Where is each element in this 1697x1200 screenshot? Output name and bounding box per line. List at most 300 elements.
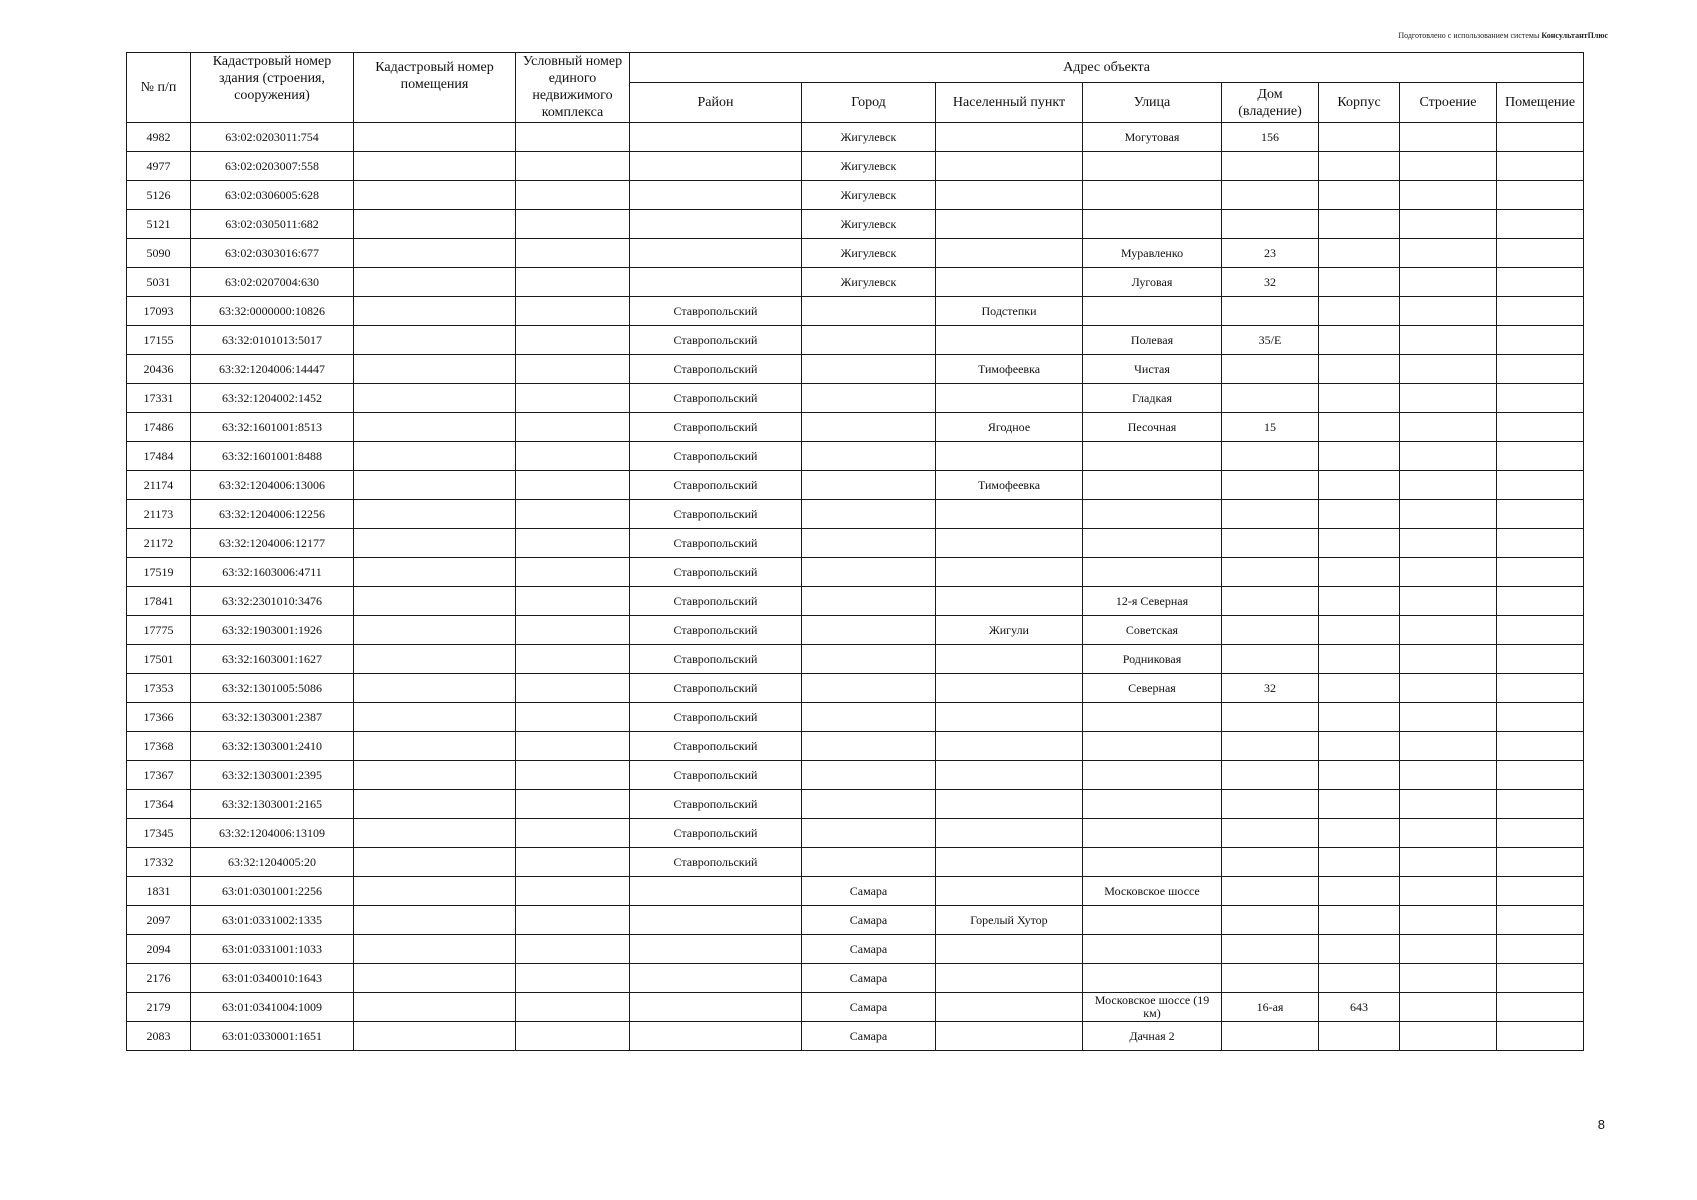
cell-district: Ставропольский — [630, 471, 802, 500]
cell-building — [1319, 935, 1400, 964]
cell-conditional-number — [516, 732, 630, 761]
cell-cadastral-room — [354, 674, 516, 703]
cell-building — [1319, 964, 1400, 993]
cell-premises — [1497, 239, 1584, 268]
cell-house — [1222, 587, 1319, 616]
cell-city — [802, 587, 936, 616]
table-row — [127, 645, 1584, 674]
cell-cadastral-room — [354, 587, 516, 616]
cell-house: 16-ая — [1222, 993, 1319, 1022]
cell-cadastral-room — [354, 297, 516, 326]
cell-house — [1222, 500, 1319, 529]
header-street: Улица — [1083, 83, 1222, 123]
cell-premises — [1497, 616, 1584, 645]
table-row — [127, 297, 1584, 326]
cell-premises — [1497, 413, 1584, 442]
table-row — [127, 471, 1584, 500]
cell-conditional-number — [516, 935, 630, 964]
cell-premises — [1497, 819, 1584, 848]
cell-cadastral-building: 63:32:2301010:3476 — [191, 587, 354, 616]
cell-house — [1222, 152, 1319, 181]
cell-city — [802, 471, 936, 500]
cell-premises — [1497, 123, 1584, 152]
cell-cadastral-building: 63:32:1204006:12177 — [191, 529, 354, 558]
cell-city — [802, 529, 936, 558]
cell-house — [1222, 1022, 1319, 1051]
cell-cadastral-building: 63:32:1204002:1452 — [191, 384, 354, 413]
consultant-brand: КонсультантПлюс — [1541, 31, 1608, 40]
cell-num: 17155 — [127, 326, 191, 355]
cell-premises — [1497, 500, 1584, 529]
cell-building — [1319, 819, 1400, 848]
cell-street — [1083, 471, 1222, 500]
cell-conditional-number — [516, 210, 630, 239]
cell-house — [1222, 964, 1319, 993]
cell-conditional-number — [516, 1022, 630, 1051]
cell-street: Песочная — [1083, 413, 1222, 442]
cell-premises — [1497, 181, 1584, 210]
cell-cadastral-building: 63:01:0331002:1335 — [191, 906, 354, 935]
cell-cadastral-building: 63:02:0203011:754 — [191, 123, 354, 152]
cell-city: Жигулевск — [802, 123, 936, 152]
cell-cadastral-building: 63:02:0203007:558 — [191, 152, 354, 181]
table-row — [127, 848, 1584, 877]
cell-structure — [1400, 790, 1497, 819]
cell-locality — [936, 529, 1083, 558]
cell-district: Ставропольский — [630, 616, 802, 645]
cell-street — [1083, 819, 1222, 848]
cell-cadastral-room — [354, 384, 516, 413]
cell-house — [1222, 848, 1319, 877]
cell-cadastral-room — [354, 790, 516, 819]
table-row — [127, 819, 1584, 848]
cell-district: Ставропольский — [630, 674, 802, 703]
cell-building — [1319, 123, 1400, 152]
cell-city: Самара — [802, 877, 936, 906]
cell-district — [630, 268, 802, 297]
cell-cadastral-room — [354, 355, 516, 384]
cell-num: 17093 — [127, 297, 191, 326]
cell-premises — [1497, 384, 1584, 413]
cell-city: Жигулевск — [802, 210, 936, 239]
cell-premises — [1497, 935, 1584, 964]
cell-conditional-number — [516, 616, 630, 645]
cell-city — [802, 297, 936, 326]
cell-city — [802, 355, 936, 384]
cell-city: Самара — [802, 1022, 936, 1051]
cell-premises — [1497, 877, 1584, 906]
cell-num: 4982 — [127, 123, 191, 152]
cell-structure — [1400, 529, 1497, 558]
table-row — [127, 906, 1584, 935]
cell-conditional-number — [516, 761, 630, 790]
cell-city: Жигулевск — [802, 152, 936, 181]
table-row — [127, 239, 1584, 268]
cell-house — [1222, 645, 1319, 674]
cell-locality: Тимофеевка — [936, 355, 1083, 384]
cell-building — [1319, 500, 1400, 529]
page-number: 8 — [1597, 1117, 1605, 1132]
cell-city — [802, 790, 936, 819]
cell-cadastral-building: 63:32:1204005:20 — [191, 848, 354, 877]
table-row — [127, 210, 1584, 239]
header-building: Корпус — [1319, 83, 1400, 123]
cell-structure — [1400, 123, 1497, 152]
cell-locality — [936, 326, 1083, 355]
cell-house — [1222, 935, 1319, 964]
cell-num: 20436 — [127, 355, 191, 384]
cell-structure — [1400, 616, 1497, 645]
cell-district: Ставропольский — [630, 558, 802, 587]
cell-num: 17501 — [127, 645, 191, 674]
cell-city — [802, 326, 936, 355]
cell-house — [1222, 384, 1319, 413]
cell-premises — [1497, 471, 1584, 500]
cell-district: Ставропольский — [630, 413, 802, 442]
header-conditional-number: Условный номер единого недвижимого комплекса — [516, 53, 630, 123]
cell-cadastral-building: 63:32:1301005:5086 — [191, 674, 354, 703]
cell-premises — [1497, 355, 1584, 384]
cell-conditional-number — [516, 268, 630, 297]
cell-cadastral-building: 63:32:1204006:14447 — [191, 355, 354, 384]
header-num: № п/п — [127, 53, 191, 123]
cell-street — [1083, 152, 1222, 181]
cell-building — [1319, 268, 1400, 297]
cell-building — [1319, 326, 1400, 355]
cell-building — [1319, 790, 1400, 819]
cell-locality: Тимофеевка — [936, 471, 1083, 500]
cell-cadastral-room — [354, 413, 516, 442]
cell-locality — [936, 268, 1083, 297]
cell-num: 21172 — [127, 529, 191, 558]
cell-building — [1319, 703, 1400, 732]
cell-premises — [1497, 558, 1584, 587]
cell-locality — [936, 181, 1083, 210]
table-row — [127, 500, 1584, 529]
cell-district: Ставропольский — [630, 732, 802, 761]
cell-district — [630, 1022, 802, 1051]
cell-district — [630, 152, 802, 181]
cell-street: Муравленко — [1083, 239, 1222, 268]
cell-num: 5121 — [127, 210, 191, 239]
cell-building — [1319, 239, 1400, 268]
cell-district: Ставропольский — [630, 645, 802, 674]
cell-num: 5126 — [127, 181, 191, 210]
cell-cadastral-room — [354, 703, 516, 732]
cell-premises — [1497, 1022, 1584, 1051]
cell-structure — [1400, 877, 1497, 906]
cell-city — [802, 616, 936, 645]
cell-locality — [936, 703, 1083, 732]
cell-building — [1319, 906, 1400, 935]
cell-num: 17367 — [127, 761, 191, 790]
header-locality: Населенный пункт — [936, 83, 1083, 123]
cell-cadastral-building: 63:32:0101013:5017 — [191, 326, 354, 355]
cell-structure — [1400, 413, 1497, 442]
cell-district: Ставропольский — [630, 587, 802, 616]
table-row — [127, 674, 1584, 703]
cell-city: Самара — [802, 906, 936, 935]
cell-locality — [936, 964, 1083, 993]
cell-building — [1319, 587, 1400, 616]
cell-city: Жигулевск — [802, 239, 936, 268]
table-row — [127, 993, 1584, 1022]
cell-conditional-number — [516, 355, 630, 384]
cell-cadastral-room — [354, 558, 516, 587]
cell-locality — [936, 761, 1083, 790]
cell-conditional-number — [516, 819, 630, 848]
cell-structure — [1400, 152, 1497, 181]
cell-locality — [936, 123, 1083, 152]
cell-locality — [936, 558, 1083, 587]
header-house: Дом (владение) — [1222, 83, 1319, 123]
cell-city — [802, 384, 936, 413]
cell-structure — [1400, 993, 1497, 1022]
cell-house: 23 — [1222, 239, 1319, 268]
cell-street — [1083, 732, 1222, 761]
cell-num: 17331 — [127, 384, 191, 413]
cell-district — [630, 906, 802, 935]
cell-street — [1083, 906, 1222, 935]
cell-premises — [1497, 993, 1584, 1022]
cell-cadastral-room — [354, 935, 516, 964]
header-cadastral-room: Кадастровый номер помещения — [354, 53, 516, 123]
cell-num: 17775 — [127, 616, 191, 645]
cell-house — [1222, 819, 1319, 848]
cell-conditional-number — [516, 152, 630, 181]
cell-street — [1083, 297, 1222, 326]
cell-premises — [1497, 790, 1584, 819]
header-premises: Помещение — [1497, 83, 1584, 123]
cell-num: 2179 — [127, 993, 191, 1022]
cell-conditional-number — [516, 123, 630, 152]
cell-house — [1222, 210, 1319, 239]
cell-premises — [1497, 268, 1584, 297]
cell-street — [1083, 210, 1222, 239]
cell-street — [1083, 935, 1222, 964]
cell-structure — [1400, 210, 1497, 239]
cell-house — [1222, 529, 1319, 558]
cell-cadastral-building: 63:01:0331001:1033 — [191, 935, 354, 964]
cell-premises — [1497, 297, 1584, 326]
cell-district: Ставропольский — [630, 384, 802, 413]
cell-num: 17486 — [127, 413, 191, 442]
cell-street — [1083, 558, 1222, 587]
cell-house: 35/Е — [1222, 326, 1319, 355]
cell-house — [1222, 732, 1319, 761]
cell-structure — [1400, 558, 1497, 587]
table-row — [127, 558, 1584, 587]
cell-num: 5031 — [127, 268, 191, 297]
cell-district — [630, 877, 802, 906]
cell-street: Гладкая — [1083, 384, 1222, 413]
prepared-with-note — [1398, 31, 1608, 40]
cell-premises — [1497, 674, 1584, 703]
cell-district — [630, 181, 802, 210]
cell-street: Северная — [1083, 674, 1222, 703]
cell-cadastral-room — [354, 906, 516, 935]
table-row — [127, 442, 1584, 471]
cell-street: Могутовая — [1083, 123, 1222, 152]
cell-num: 17519 — [127, 558, 191, 587]
cell-building — [1319, 471, 1400, 500]
cell-locality: Ягодное — [936, 413, 1083, 442]
cell-district: Ставропольский — [630, 500, 802, 529]
cell-locality — [936, 587, 1083, 616]
cell-structure — [1400, 732, 1497, 761]
cell-street: 12-я Северная — [1083, 587, 1222, 616]
cell-locality: Горелый Хутор — [936, 906, 1083, 935]
cell-house — [1222, 471, 1319, 500]
cell-premises — [1497, 210, 1584, 239]
cell-street — [1083, 442, 1222, 471]
cell-district — [630, 239, 802, 268]
cell-conditional-number — [516, 645, 630, 674]
cell-city — [802, 645, 936, 674]
cell-cadastral-building: 63:32:1303001:2410 — [191, 732, 354, 761]
cell-cadastral-building: 63:02:0306005:628 — [191, 181, 354, 210]
cell-building — [1319, 761, 1400, 790]
cell-locality — [936, 645, 1083, 674]
cell-district — [630, 935, 802, 964]
cell-conditional-number — [516, 326, 630, 355]
cell-locality — [936, 674, 1083, 703]
header-district: Район — [630, 83, 802, 123]
cell-cadastral-building: 63:01:0341004:1009 — [191, 993, 354, 1022]
cell-num: 1831 — [127, 877, 191, 906]
cell-cadastral-room — [354, 645, 516, 674]
table-row — [127, 384, 1584, 413]
cell-cadastral-room — [354, 326, 516, 355]
cell-num: 17332 — [127, 848, 191, 877]
cell-locality — [936, 1022, 1083, 1051]
cell-city — [802, 703, 936, 732]
cell-conditional-number — [516, 558, 630, 587]
cell-cadastral-building: 63:32:1903001:1926 — [191, 616, 354, 645]
cell-conditional-number — [516, 413, 630, 442]
property-registry-table — [126, 52, 1584, 1051]
cell-conditional-number — [516, 471, 630, 500]
table-row — [127, 616, 1584, 645]
cell-locality — [936, 935, 1083, 964]
cell-street: Чистая — [1083, 355, 1222, 384]
cell-cadastral-building: 63:32:1603006:4711 — [191, 558, 354, 587]
header-cadastral-building: Кадастровый номер здания (строения, сооружения) — [191, 53, 354, 123]
cell-locality — [936, 819, 1083, 848]
cell-structure — [1400, 471, 1497, 500]
cell-city — [802, 674, 936, 703]
table-row — [127, 935, 1584, 964]
cell-cadastral-building: 63:32:1303001:2387 — [191, 703, 354, 732]
cell-locality — [936, 993, 1083, 1022]
cell-house — [1222, 558, 1319, 587]
cell-district: Ставропольский — [630, 529, 802, 558]
cell-premises — [1497, 442, 1584, 471]
cell-cadastral-room — [354, 239, 516, 268]
cell-locality — [936, 442, 1083, 471]
cell-city — [802, 819, 936, 848]
cell-street — [1083, 181, 1222, 210]
cell-house: 156 — [1222, 123, 1319, 152]
cell-num: 4977 — [127, 152, 191, 181]
cell-num: 17368 — [127, 732, 191, 761]
table-row — [127, 123, 1584, 152]
cell-cadastral-building: 63:32:0000000:10826 — [191, 297, 354, 326]
cell-num: 17841 — [127, 587, 191, 616]
cell-building — [1319, 848, 1400, 877]
header-structure: Строение — [1400, 83, 1497, 123]
cell-conditional-number — [516, 297, 630, 326]
cell-city: Самара — [802, 993, 936, 1022]
cell-conditional-number — [516, 848, 630, 877]
cell-structure — [1400, 239, 1497, 268]
cell-house: 15 — [1222, 413, 1319, 442]
cell-cadastral-room — [354, 1022, 516, 1051]
table-row — [127, 1022, 1584, 1051]
cell-house — [1222, 297, 1319, 326]
cell-premises — [1497, 529, 1584, 558]
cell-cadastral-room — [354, 471, 516, 500]
cell-building — [1319, 210, 1400, 239]
cell-conditional-number — [516, 587, 630, 616]
cell-cadastral-room — [354, 181, 516, 210]
cell-building — [1319, 877, 1400, 906]
cell-cadastral-building: 63:02:0305011:682 — [191, 210, 354, 239]
table-row — [127, 181, 1584, 210]
cell-premises — [1497, 848, 1584, 877]
cell-city: Самара — [802, 964, 936, 993]
cell-street: Луговая — [1083, 268, 1222, 297]
cell-structure — [1400, 1022, 1497, 1051]
cell-building — [1319, 1022, 1400, 1051]
cell-district: Ставропольский — [630, 326, 802, 355]
cell-cadastral-room — [354, 210, 516, 239]
cell-num: 2097 — [127, 906, 191, 935]
table-row — [127, 152, 1584, 181]
cell-structure — [1400, 181, 1497, 210]
cell-city — [802, 848, 936, 877]
cell-premises — [1497, 964, 1584, 993]
cell-street: Советская — [1083, 616, 1222, 645]
cell-building — [1319, 413, 1400, 442]
cell-structure — [1400, 326, 1497, 355]
cell-cadastral-building: 63:01:0330001:1651 — [191, 1022, 354, 1051]
cell-num: 5090 — [127, 239, 191, 268]
cell-cadastral-building: 63:32:1603001:1627 — [191, 645, 354, 674]
cell-premises — [1497, 326, 1584, 355]
cell-locality — [936, 152, 1083, 181]
prepared-with-text: Подготовлено с использованием системы — [1398, 31, 1542, 40]
cell-house — [1222, 616, 1319, 645]
cell-building — [1319, 674, 1400, 703]
cell-cadastral-room — [354, 268, 516, 297]
cell-city — [802, 442, 936, 471]
cell-structure — [1400, 964, 1497, 993]
table-row — [127, 703, 1584, 732]
cell-building — [1319, 297, 1400, 326]
cell-street — [1083, 529, 1222, 558]
cell-street: Родниковая — [1083, 645, 1222, 674]
cell-conditional-number — [516, 964, 630, 993]
cell-street: Московское шоссе (19 км) — [1083, 993, 1222, 1022]
cell-cadastral-room — [354, 732, 516, 761]
cell-structure — [1400, 500, 1497, 529]
table-row — [127, 355, 1584, 384]
cell-num: 17484 — [127, 442, 191, 471]
cell-district: Ставропольский — [630, 848, 802, 877]
cell-cadastral-building: 63:01:0340010:1643 — [191, 964, 354, 993]
cell-building — [1319, 355, 1400, 384]
